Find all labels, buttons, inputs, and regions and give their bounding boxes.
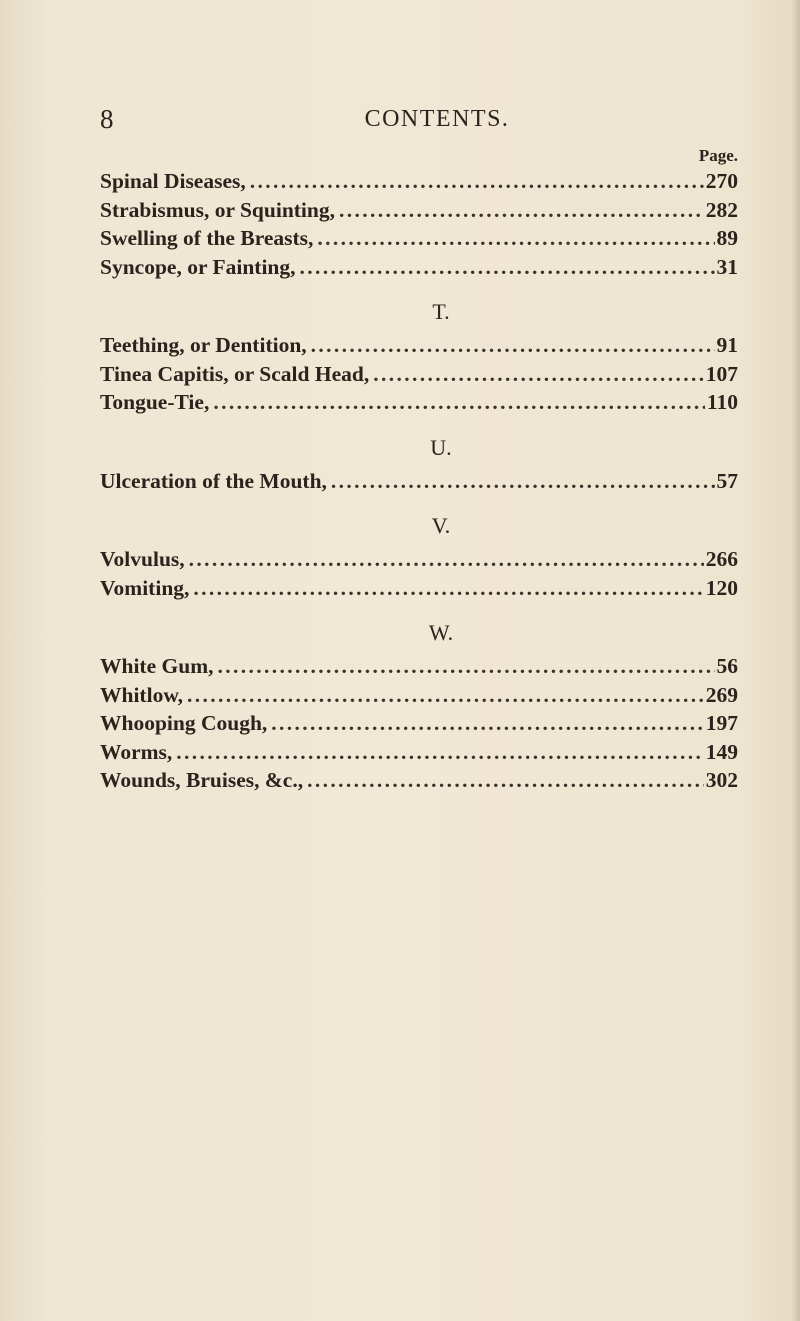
contents-section	[100, 169, 738, 283]
page-edge-shadow	[792, 0, 800, 1321]
contents-entry	[100, 768, 738, 797]
contents-entry	[100, 255, 738, 284]
entry-page-number: 197	[705, 711, 738, 735]
entry-page-number: 120	[705, 575, 738, 600]
dot-leader	[307, 768, 704, 793]
entry-page-number: 149	[705, 739, 738, 764]
entry-title: Wounds, Bruises, &c.,	[100, 768, 304, 792]
entry-title: Whitlow,	[100, 682, 184, 707]
dot-leader	[176, 740, 703, 765]
dot-leader	[187, 683, 704, 708]
page-column-label: Page.	[698, 146, 738, 165]
dot-leader	[339, 198, 704, 223]
page-header	[100, 104, 738, 140]
entry-title: Ulceration of the Mouth,	[100, 468, 327, 493]
dot-leader	[217, 654, 714, 679]
running-title: CONTENTS.	[364, 106, 510, 132]
dot-leader	[271, 711, 703, 736]
entry-title: White Gum,	[100, 654, 214, 678]
entry-page-number: 282	[705, 197, 738, 222]
dot-leader	[331, 469, 715, 494]
entry-page-number: 269	[705, 682, 738, 707]
dot-leader	[373, 362, 704, 387]
contents-entry	[100, 169, 738, 198]
contents-entry	[100, 362, 738, 391]
entry-page-number: 89	[716, 226, 738, 250]
entry-title: Volvulus,	[100, 547, 185, 571]
contents-section	[100, 604, 738, 797]
entry-title: Whooping Cough,	[100, 711, 268, 735]
section-letter-heading: W.	[428, 620, 454, 645]
section-letter-heading: T.	[432, 299, 450, 324]
contents-entry	[100, 469, 738, 498]
entry-title: Vomiting,	[100, 575, 190, 600]
entry-title: Swelling of the Breasts,	[100, 226, 314, 250]
contents-entry	[100, 683, 738, 712]
contents-entry	[100, 740, 738, 769]
dot-leader	[250, 169, 704, 194]
entry-page-number: 107	[705, 361, 738, 386]
entry-title: Tongue-Tie,	[100, 390, 210, 414]
entry-title: Teething, or Dentition,	[100, 333, 307, 357]
entry-title: Strabismus, or Squinting,	[100, 197, 335, 222]
entry-page-number: 56	[716, 654, 738, 678]
contents-entry	[100, 198, 738, 227]
entry-title: Syncope, or Fainting,	[100, 254, 296, 279]
contents-list	[100, 169, 738, 797]
contents-entry	[100, 576, 738, 605]
entry-page-number: 270	[705, 169, 738, 193]
entry-page-number: 31	[716, 254, 738, 279]
section-letter-heading: V.	[431, 513, 451, 538]
entry-title: Tinea Capitis, or Scald Head,	[100, 361, 370, 386]
dot-leader	[213, 390, 705, 415]
contents-section	[100, 497, 738, 604]
dot-leader	[311, 333, 715, 358]
entry-title: Spinal Diseases,	[100, 169, 246, 193]
entry-page-number: 302	[705, 768, 738, 792]
entry-page-number: 110	[706, 390, 738, 414]
contents-section	[100, 283, 738, 419]
contents-entry	[100, 547, 738, 576]
entry-page-number: 57	[716, 468, 738, 493]
contents-entry	[100, 654, 738, 683]
contents-section	[100, 419, 738, 498]
dot-leader	[317, 226, 714, 251]
entry-title: Worms,	[100, 739, 173, 764]
section-letter-heading: U.	[430, 434, 452, 460]
dot-leader	[300, 255, 715, 280]
page-number: 8	[100, 104, 114, 134]
entry-page-number: 91	[716, 333, 738, 357]
dot-leader	[189, 547, 704, 572]
dot-leader	[193, 576, 703, 601]
contents-entry	[100, 390, 738, 419]
contents-entry	[100, 226, 738, 255]
contents-entry	[100, 711, 738, 740]
contents-entry	[100, 333, 738, 362]
entry-page-number: 266	[705, 547, 738, 571]
